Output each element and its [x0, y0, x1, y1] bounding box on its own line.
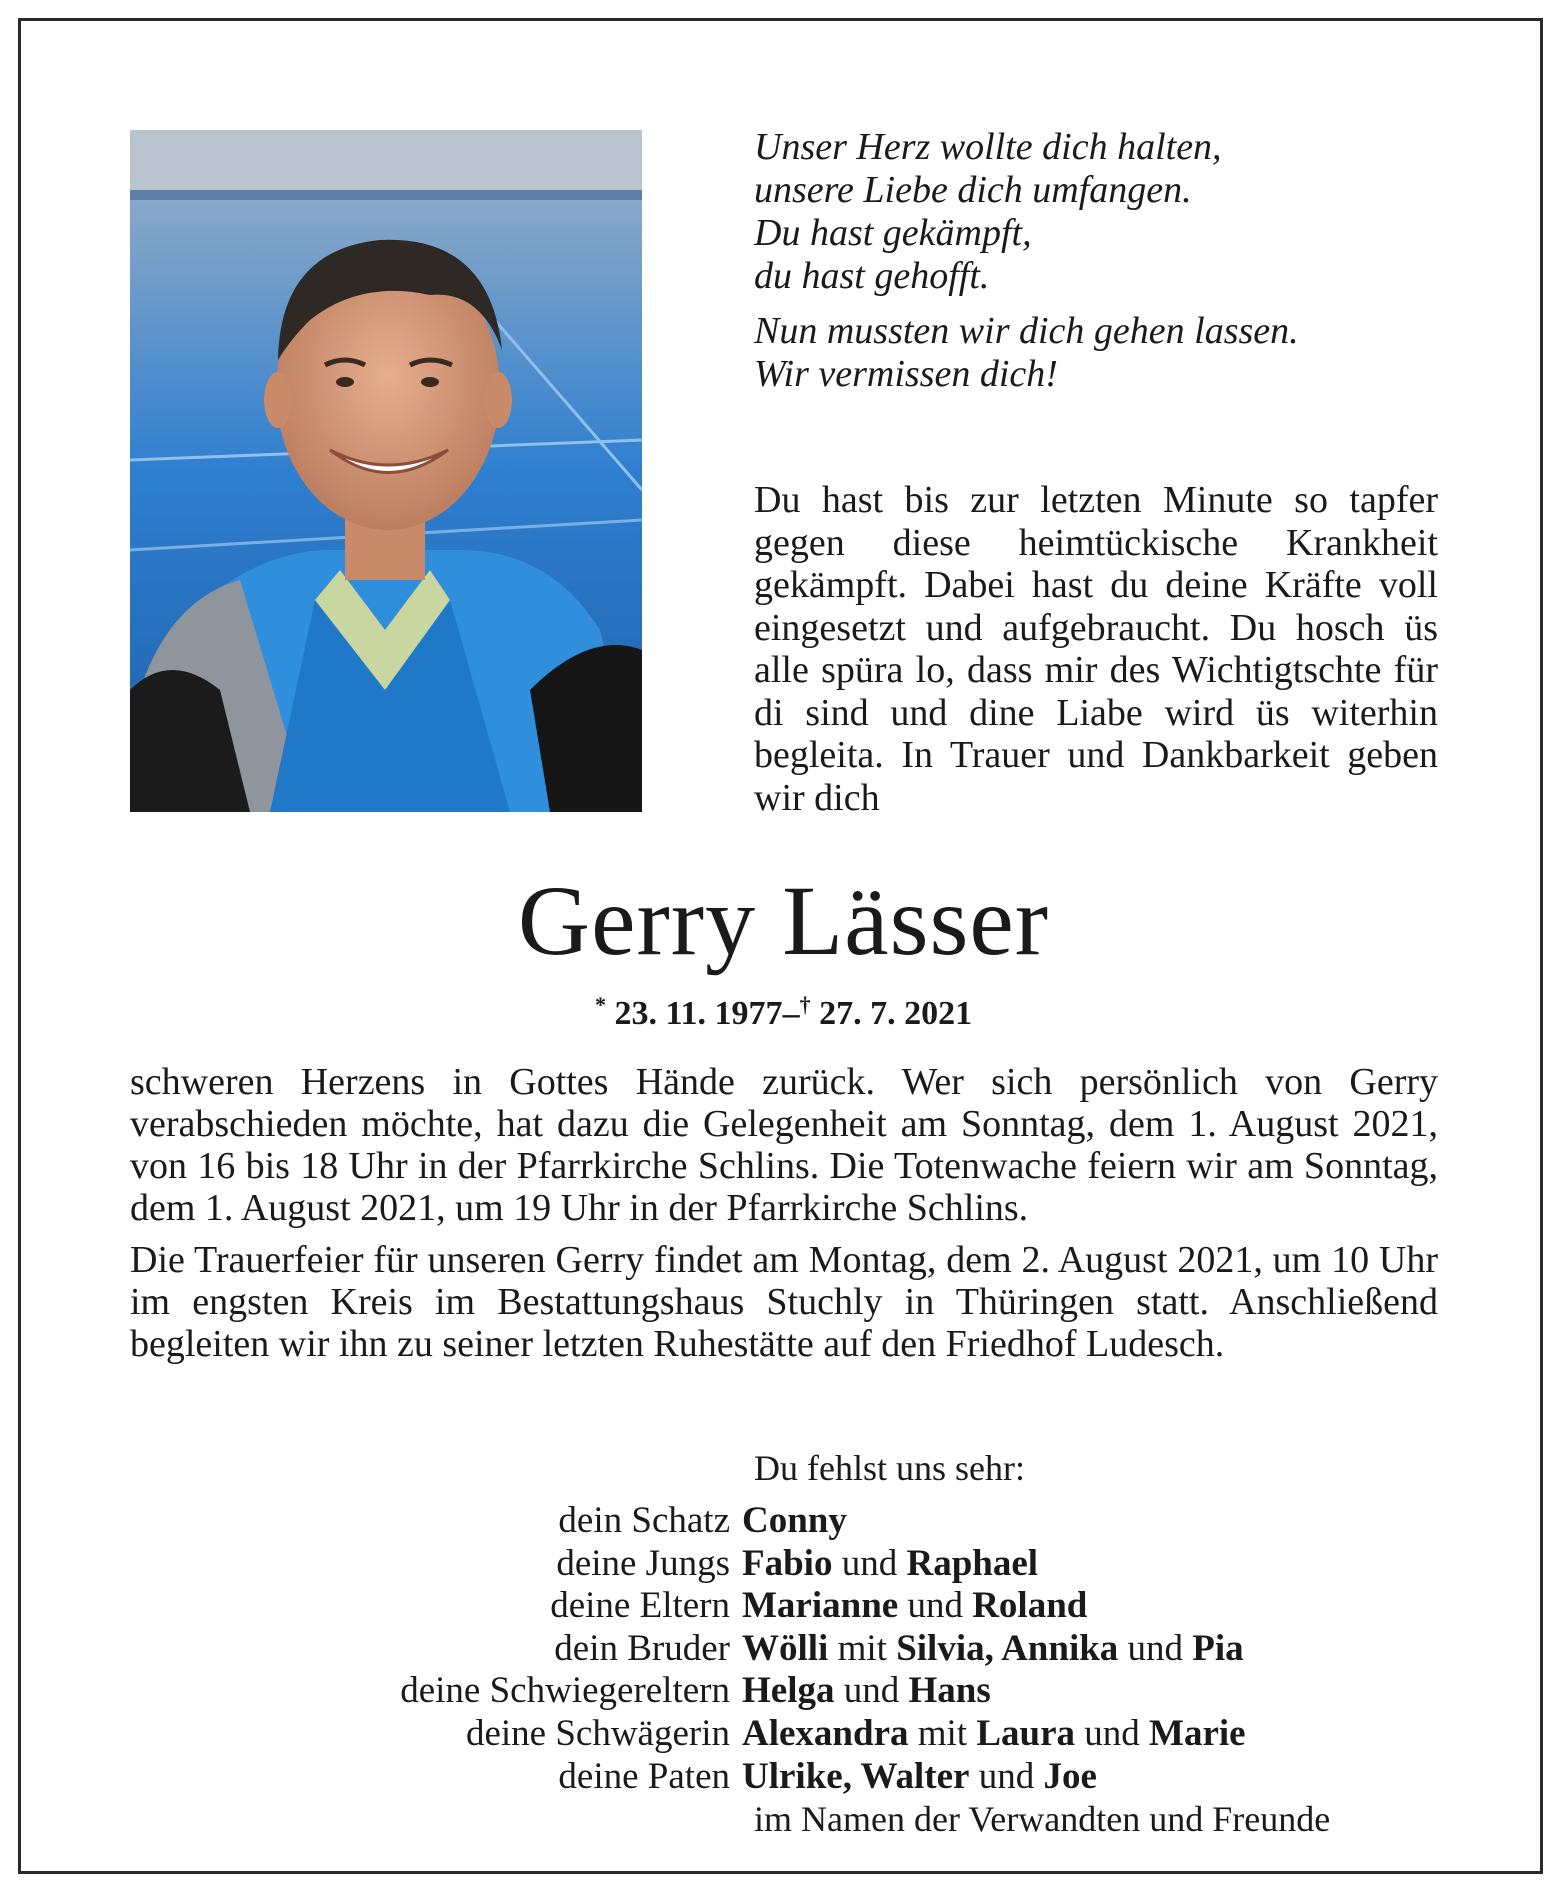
family-row: [130, 1756, 1450, 1799]
family-name: Laura: [976, 1712, 1076, 1754]
relation-label: dein Bruder: [554, 1627, 730, 1669]
family-name: Conny: [742, 1500, 847, 1541]
connector: und: [907, 1585, 963, 1627]
relation-label: deine Jungs: [556, 1542, 730, 1584]
family-name: Pia: [1192, 1627, 1244, 1669]
family-list: [130, 1500, 1450, 1798]
relation-label: deine Schwiegereltern: [400, 1670, 730, 1712]
family-names: [742, 1670, 991, 1713]
family-name: Wölli: [742, 1627, 829, 1669]
family-name: Raphael: [906, 1542, 1039, 1584]
family-name: Marie: [1149, 1712, 1246, 1754]
intro-paragraph: Du hast bis zur letzten Minute so tapfer gegen diese heimtückische Krankheit gekämpft. Dabei hast du deine Kräfte voll eingesetzt und aufgebraucht. Du hosch üs alle spüra lo, dass mir des Wichtigtschte für di sind und dine Liabe wird üs witerhin begleita. In Trauer und Dankbarkeit geben wir dich: [754, 479, 1438, 819]
family-name: Hans: [908, 1670, 991, 1712]
family-name: Ulrike, Walter: [742, 1755, 970, 1797]
family-name: Marianne: [742, 1585, 899, 1627]
relation-label: deine Eltern: [550, 1585, 730, 1627]
deceased-name: Gerry Lässer: [517, 865, 1050, 976]
family-row: [130, 1628, 1450, 1671]
connector: mit: [837, 1627, 887, 1669]
family-name: Roland: [972, 1585, 1088, 1627]
connector: und: [1084, 1712, 1140, 1754]
date-separator: –: [782, 995, 800, 1032]
relation-label: deine Paten: [558, 1755, 730, 1797]
connector: und: [843, 1670, 900, 1712]
body-text: [130, 1061, 1438, 1375]
portrait-photo: [130, 130, 642, 812]
relation-label: dein Schatz: [558, 1500, 730, 1541]
connector: mit: [917, 1712, 968, 1754]
poem-stanza-1: [754, 126, 1454, 298]
family-row: [130, 1543, 1450, 1586]
closing-line: Du fehlst uns sehr:: [754, 1448, 1025, 1488]
family-name: Joe: [1043, 1755, 1097, 1797]
poem-line: du hast gehofft.: [754, 255, 990, 297]
family-row: [130, 1713, 1450, 1756]
family-names: [742, 1543, 1038, 1586]
poem-line: unsere Liebe dich umfangen.: [754, 169, 1192, 211]
family-names: [742, 1628, 1244, 1671]
life-dates: [0, 985, 1567, 1034]
family-name: Fabio: [742, 1542, 833, 1584]
body-paragraph-1: schweren Herzens in Gottes Hände zurück. Wer sich persönlich von Gerry verabschieden möchte, hat dazu die Gelegenheit am Sonntag, dem 1. August 2021, von 16 bis 18 Uhr in der Pfarrkirche Schlins. Die Totenwache feiern wir am Sonntag, dem 1. August 2021, um 19 Uhr in der Pfarrkirche Schlins.: [130, 1061, 1438, 1229]
poem-line: Wir vermissen dich!: [754, 353, 1058, 395]
family-name: Silvia, Annika: [896, 1627, 1119, 1669]
family-names: [742, 1500, 847, 1543]
family-name: Helga: [742, 1670, 835, 1712]
family-row: [130, 1500, 1450, 1543]
family-row: [130, 1585, 1450, 1628]
connector: und: [1127, 1627, 1184, 1669]
connector: und: [978, 1755, 1035, 1797]
body-paragraph-2: Die Trauerfeier für unseren Gerry findet am Montag, dem 2. August 2021, um 10 Uhr im engsten Kreis im Bestattungshaus Stuchly in Thüringen statt. Anschließend begleiten wir ihn zu seiner letzten Ruhestätte auf den Friedhof Ludesch.: [130, 1239, 1438, 1365]
family-names: [742, 1713, 1246, 1756]
family-names: [742, 1585, 1087, 1628]
death-cross-symbol: †: [799, 992, 811, 1017]
footer-line: im Namen der Verwandten und Freunde: [754, 1799, 1331, 1839]
death-date: 27. 7. 2021: [819, 995, 973, 1032]
poem-line: Nun mussten wir dich gehen lassen.: [754, 310, 1299, 352]
birth-date: 23. 11. 1977: [614, 995, 783, 1032]
family-row: [130, 1670, 1450, 1713]
birth-star-symbol: *: [594, 992, 606, 1017]
poem: [754, 126, 1454, 408]
relation-label: deine Schwägerin: [465, 1712, 730, 1754]
poem-stanza-2: [754, 310, 1454, 396]
poem-line: Du hast gekämpft,: [754, 212, 1032, 254]
connector: und: [841, 1542, 898, 1584]
family-name: Alexandra: [742, 1712, 909, 1754]
poem-line: Unser Herz wollte dich halten,: [754, 126, 1222, 168]
family-names: [742, 1756, 1097, 1799]
